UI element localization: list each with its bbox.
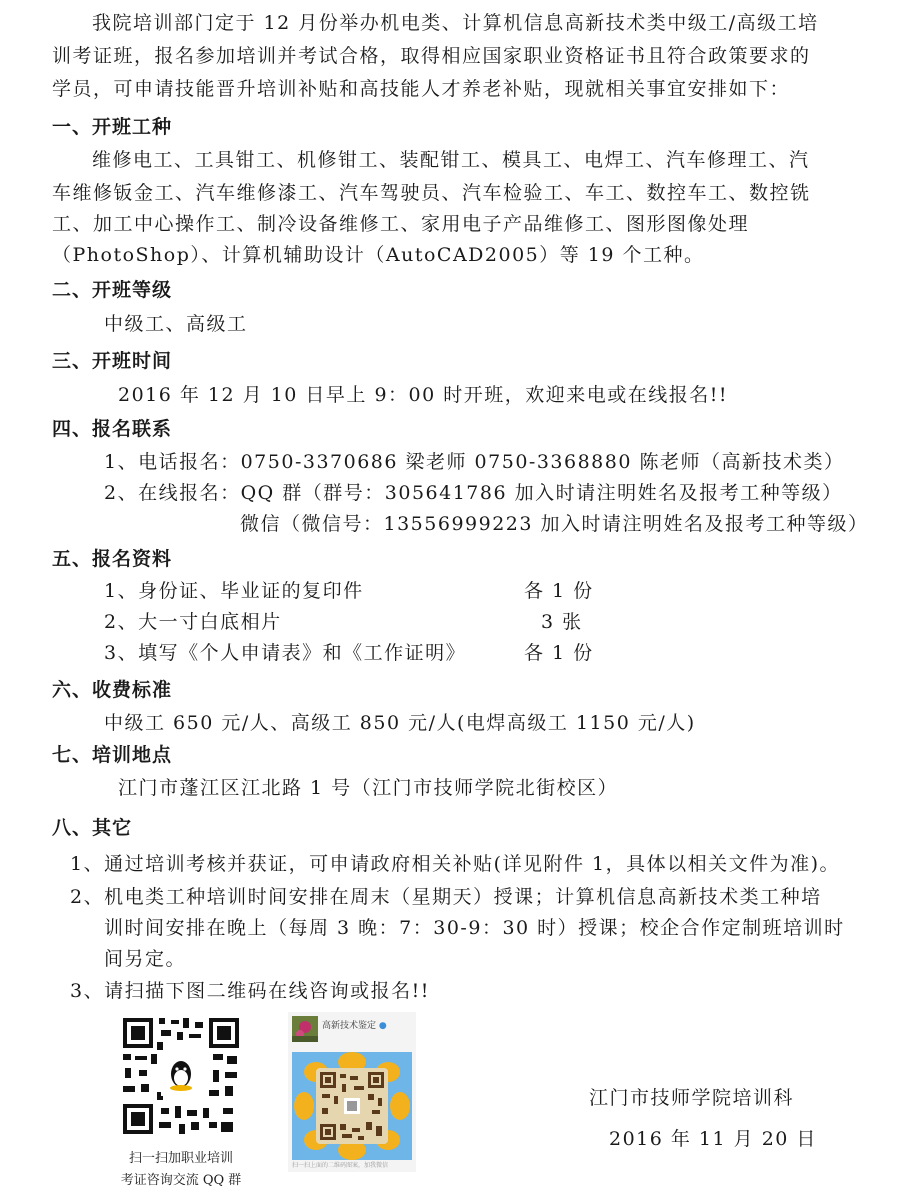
s4-line-2: 2、在线报名：QQ 群（群号：305641786 加入时请注明姓名及报考工种等级） xyxy=(104,482,843,504)
wechat-avatar xyxy=(292,1016,318,1042)
s5-item-3-name: 3、填写《个人申请表》和《工作证明》 xyxy=(104,642,467,664)
s5-item-2-qty: 3 张 xyxy=(541,611,583,633)
s5-item-1-name: 1、身份证、毕业证的复印件 xyxy=(104,580,364,602)
s4-line-1: 1、电话报名：0750-3370686 梁老师 0750-3368880 陈老师（高新技术类） xyxy=(104,451,845,473)
wechat-name: 高新技术鉴定 xyxy=(322,1021,377,1031)
s6-text: 中级工 650 元/人、高级工 850 元/人(电焊高级工 1150 元/人) xyxy=(104,712,696,734)
intro-line-2: 训考证班，报名参加培训并考试合格，取得相应国家职业资格证书且符合政策要求的 xyxy=(52,45,811,67)
section-6-title: 六、收费标准 xyxy=(52,679,173,701)
wechat-hint: 扫一扫上面的二维码图案，加我微信 xyxy=(292,1162,389,1169)
section-7-title: 七、培训地点 xyxy=(52,744,173,766)
section-3-title: 三、开班时间 xyxy=(52,350,173,372)
s1-line-1: 维修电工、工具钳工、机修钳工、装配钳工、模具工、电焊工、汽车修理工、汽 xyxy=(92,149,810,171)
s8-line-1: 1、通过培训考核并获证，可申请政府相关补贴(详见附件 1，具体以相关文件为准)。 xyxy=(70,853,841,875)
wechat-card xyxy=(288,1012,416,1172)
qq-caption-line-1: 扫一扫加职业培训 xyxy=(128,1151,233,1166)
s4-line-3: 微信（微信号：13556999223 加入时请注明姓名及报考工种等级） xyxy=(240,513,869,535)
section-2-title: 二、开班等级 xyxy=(52,279,173,301)
section-8-title: 八、其它 xyxy=(52,817,133,839)
s5-item-2-name: 2、大一寸白底相片 xyxy=(104,611,282,633)
section-1-title: 一、开班工种 xyxy=(52,116,173,138)
s8-line-4: 间另定。 xyxy=(104,948,187,970)
s2-text: 中级工、高级工 xyxy=(104,313,248,335)
s1-line-4: （PhotoShop）、计算机辅助设计（AutoCAD2005）等 19 个工种。 xyxy=(52,244,705,266)
signature-org: 江门市技师学院培训科 xyxy=(589,1087,795,1109)
s1-line-2: 车维修钣金工、汽车维修漆工、汽车驾驶员、汽车检验工、车工、数控车工、数控铣 xyxy=(52,182,811,204)
signature-date: 2016 年 11 月 20 日 xyxy=(609,1128,817,1150)
s8-line-2: 2、机电类工种培训时间安排在周末（星期天）授课；计算机信息高新技术类工种培 xyxy=(70,886,822,908)
intro-line-1: 我院培训部门定于 12 月份举办机电类、计算机信息高新技术类中级工/高级工培 xyxy=(92,12,819,34)
qq-caption-line-2: 考证咨询交流 QQ 群 xyxy=(120,1173,242,1188)
person-icon: ● xyxy=(378,1021,387,1031)
s1-line-3: 工、加工中心操作工、制冷设备维修工、家用电子产品维修工、图形图像处理 xyxy=(52,213,750,235)
s8-line-5: 3、请扫描下图二维码在线咨询或报名!! xyxy=(70,980,430,1002)
s5-item-1-qty: 各 1 份 xyxy=(524,580,594,602)
section-4-title: 四、报名联系 xyxy=(52,418,173,440)
s8-line-3: 训时间安排在晚上（每周 3 晚：7：30-9：30 时）授课；校企合作定制班培训时 xyxy=(104,917,845,939)
s7-text: 江门市蓬江区江北路 1 号（江门市技师学院北街校区） xyxy=(118,777,619,799)
wechat-qr-code xyxy=(292,1052,412,1160)
s5-item-3-qty: 各 1 份 xyxy=(524,642,594,664)
intro-line-3: 学员，可申请技能晋升培训补贴和高技能人才养老补贴，现就相关事宜安排如下： xyxy=(52,78,791,100)
qq-group-qr-code xyxy=(117,1012,245,1140)
section-5-title: 五、报名资料 xyxy=(52,548,173,570)
s3-text: 2016 年 12 月 10 日早上 9：00 时开班，欢迎来电或在线报名!! xyxy=(118,384,729,406)
